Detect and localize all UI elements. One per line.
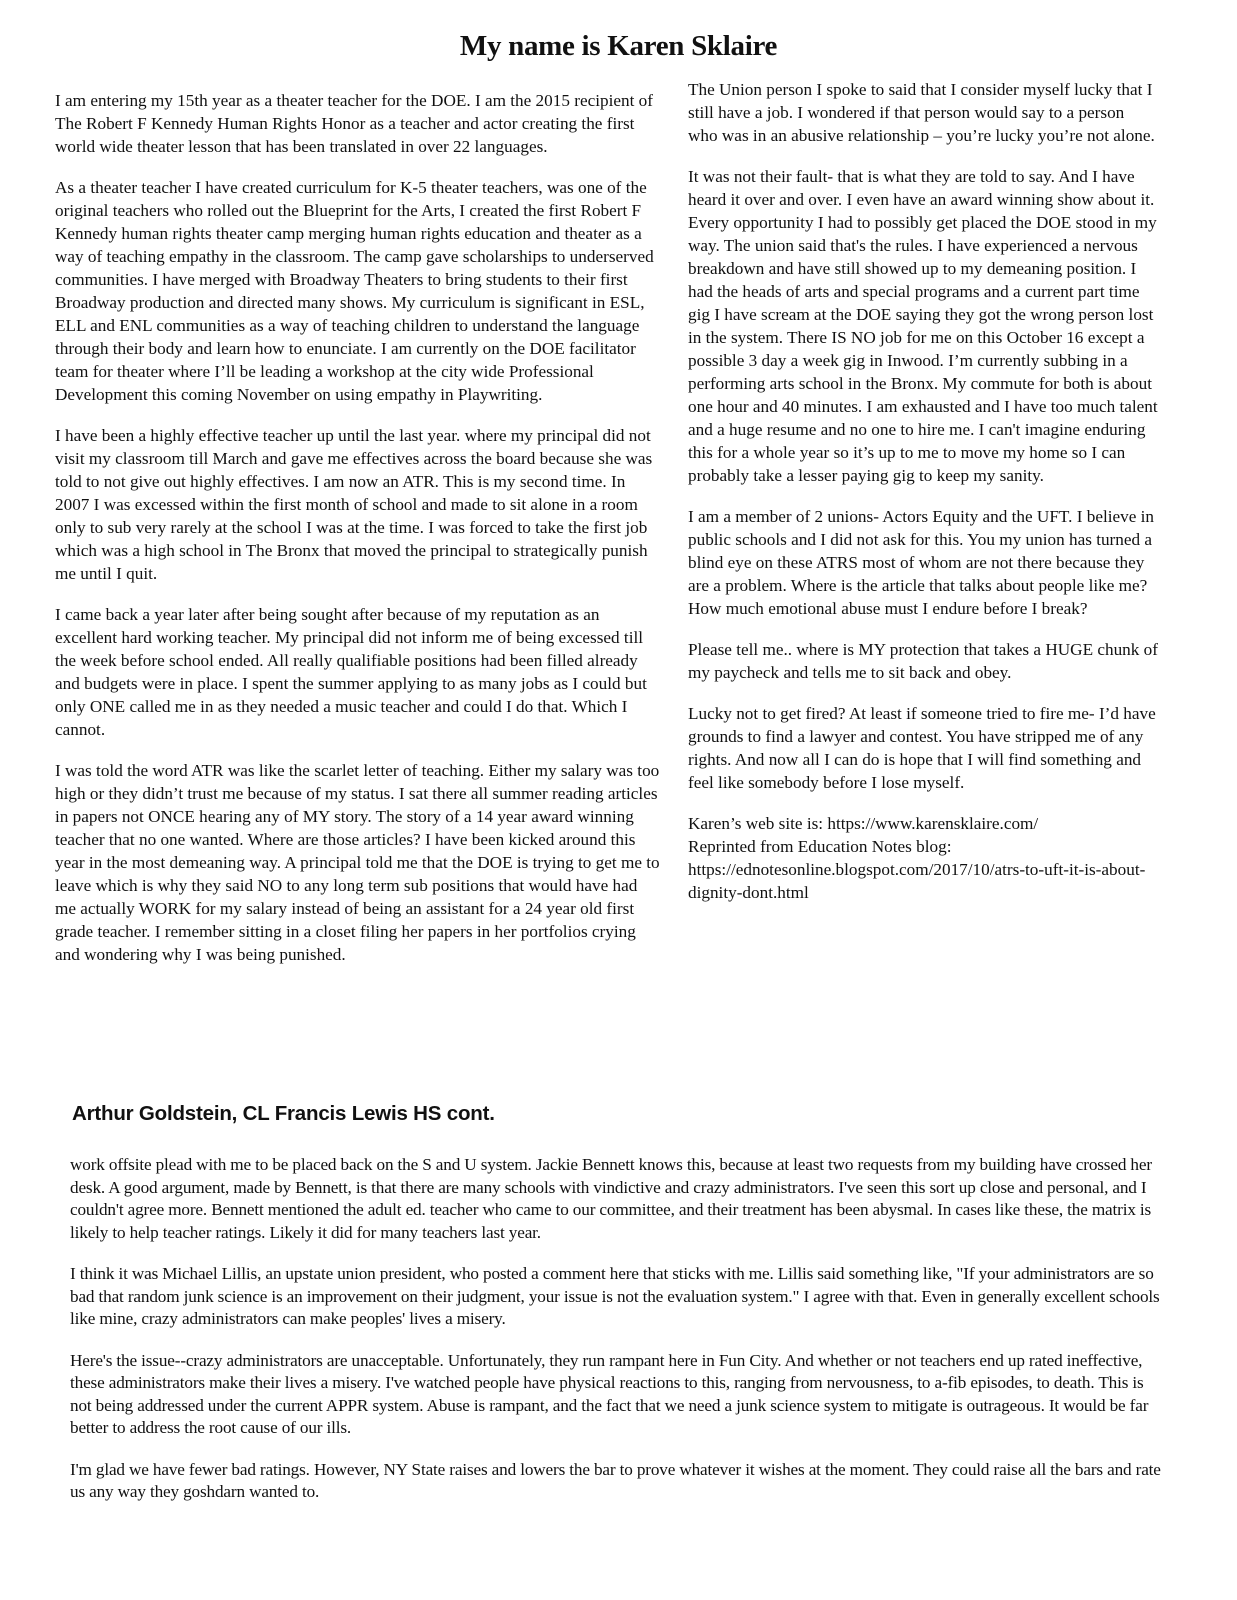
paragraph: Please tell me.. where is MY protection that takes a HUGE chunk of my paycheck and tells me to sit back and obey. — [688, 640, 1158, 682]
paragraph: I came back a year later after being sought after because of my reputation as an excellent hard working teacher. My principal did not inform me of being excessed till the week before school ended. All really qualifiable positions had been filled already and budgets were in place. I spent the summer applying to as many jobs as I could but only ONE called me in as they needed a music teacher and could I do that. Which I cannot. — [55, 605, 647, 739]
website-line: Karen’s web site is: https://www.karensklaire.com/ — [688, 814, 1039, 833]
paragraph: I am entering my 15th year as a theater teacher for the DOE. I am the 2015 recipient of The Robert F Kennedy Human Rights Honor as a teacher and actor creating the first world wide theater lesson that has been translated in over 22 languages. — [55, 91, 653, 156]
paragraph: I am a member of 2 unions- Actors Equity and the UFT. I believe in public schools and I did not ask for this. You my union has turned a blind eye on these ATRS most of whom are not there because they are a problem. Where is the article that talks about people like me? How much emotional abuse must I endure before I break? — [688, 507, 1155, 618]
paragraph: It was not their fault- that is what they are told to say. And I have heard it over and over. I even have an award winning show about it. Every opportunity I had to possibly get placed the DOE stood in my way. The union said that's the rules. I have experienced a nervous breakdown and have still showed up to my demeaning position. I had the heads of arts and special programs and a current part time gig I have scream at the DOE saying they got the wrong person lost in the system. There IS NO job for me on this October 16 except a possible 3 day a week gig in Inwood. I’m currently subbing in a performing arts school in the Bronx. My commute for both is about one hour and 40 minutes. I am exhausted and I have too much talent and a huge resume and no one to hire me. I can't imagine enduring this for a whole year so it’s up to me to move my home so I can probably take a lesser paying gig to keep my sanity. — [688, 167, 1158, 485]
paragraph: I was told the word ATR was like the scarlet letter of teaching. Either my salary was too high or they didn’t trust me because of my status. I sat there all summer reading articles in papers not ONCE hearing any of MY story. The story of a 14 year award winning teacher that no one wanted. Where are those articles? I have been kicked around this year in the most demeaning way. A principal told me that the DOE is trying to get me to leave which is why they said NO to any long term sub positions that would have had me actually WORK for my salary instead of being an assistant for a 24 year old first grade teacher. I remember sitting in a closet filing her papers in her portfolios crying and wondering why I was being punished. — [55, 761, 660, 964]
paragraph: I have been a highly effective teacher up until the last year. where my principal did not visit my classroom till March and gave me effectives across the board because she was told to not give out highly effectives. I am now an ATR. This is my second time. In 2007 I was excessed within the first month of school and made to sit alone in a room only to sub very rarely at the school I was at the time. I was forced to take the first job which was a high school in The Bronx that moved the principal to strategically punish me until I quit. — [55, 426, 653, 583]
paragraph: I'm glad we have fewer bad ratings. However, NY State raises and lowers the bar to prove whatever it wishes at the moment. They could raise all the bars and rate us any way they goshdarn wanted to. — [70, 1459, 1161, 1501]
credits — [688, 812, 1158, 904]
page-title: My name is Karen Sklaire — [459, 30, 778, 62]
continuation-body — [70, 1154, 1165, 1523]
paragraph: I think it was Michael Lillis, an upstate union president, who posted a comment here that sticks with me. Lillis said something like, "If your administrators are so bad that random junk science is an improvement on their judgment, your issue is not the evaluation system." I agree with that. Even in generally excellent schools like mine, crazy administrators can make peoples' lives a misery. — [70, 1264, 1160, 1328]
left-column — [55, 89, 660, 984]
paragraph: work offsite plead with me to be placed back on the S and U system. Jackie Bennett knows this, because at least two requests from my building have crossed her desk. A good argument, made by Bennett, is that there are many schools with vindictive and crazy administrators. I've seen this sort up close and personal, and I couldn't agree more. Bennett mentioned the adult ed. teacher who came to our committee, and their treatment has been abysmal. In cases like these, the matrix is likely to help teacher ratings. Likely it did for many teachers last year. — [70, 1155, 1152, 1242]
reprint-url: https://ednotesonline.blogspot.com/2017/10/atrs-to-uft-it-is-about-dignity-dont.html — [688, 860, 1146, 902]
paragraph: As a theater teacher I have created curriculum for K-5 theater teachers, was one of the original teachers who rolled out the Blueprint for the Arts, I created the first Robert F Kennedy human rights theater camp merging human rights education and theater as a way of teaching empathy in the classroom. The camp gave scholarships to underserved communities. I have merged with Broadway Theaters to bring students to their first Broadway production and directed many shows. My curriculum is significant in ESL, ELL and ENL communities as a way of teaching children to understand the language through their body and learn how to enunciate. I am currently on the DOE facilitator team for theater where I’ll be leading a workshop at the city wide Professional Development this coming November on using empathy in Playwriting. — [55, 178, 654, 404]
paragraph: The Union person I spoke to said that I consider myself lucky that I still have a job. I wondered if that person would say to a person who was in an abusive relationship – you’re lucky you’re not alone. — [688, 80, 1155, 145]
reprint-line: Reprinted from Education Notes blog: — [688, 837, 952, 856]
right-column — [688, 78, 1158, 922]
section-heading: Arthur Goldstein, CL Francis Lewis HS cont. — [72, 1102, 495, 1125]
paragraph: Lucky not to get fired? At least if someone tried to fire me- I’d have grounds to find a lawyer and contest. You have stripped me of any rights. And now all I can do is hope that I will find something and feel like somebody before I lose myself. — [688, 704, 1156, 792]
paragraph: Here's the issue--crazy administrators are unacceptable. Unfortunately, they run rampant here in Fun City. And whether or not teachers end up rated ineffective, these administrators make their lives a misery. I've watched people have physical reactions to this, ranging from nervousness, to a-fib episodes, to death. This is not being addressed under the current APPR system. Abuse is rampant, and the fact that we need a junk science system to mitigate is outrageous. It would be far better to address the root cause of our ills. — [70, 1350, 1149, 1437]
